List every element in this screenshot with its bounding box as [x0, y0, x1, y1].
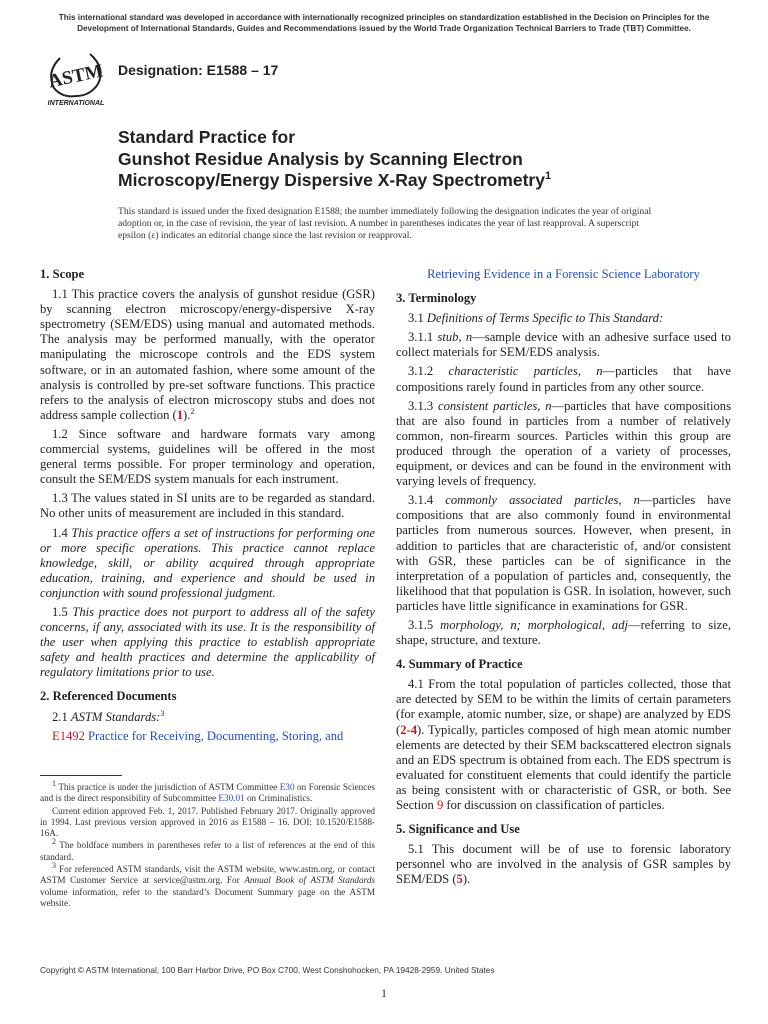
para-1-5-text: This practice does not purport to address all of the safety concerns, if any, associated with its use. It is the responsibility of the user when applying this practice to establish appropriate safety and health practices and determine the applicability of regulatory limitations prior to use. [40, 604, 375, 680]
section-9-link[interactable]: 9 [436, 798, 444, 812]
footnote-1-mark: 1 [52, 778, 56, 788]
para-4-1-text-b: ). Typically, particles composed of high mean atomic number elements are detected by their SEM backscattered electron signals and an EDS spectrum is obtained from each. The EDS spectrum is evaluated for constituent elements that could identify the particle as being consistent with or characteristic of GSR, or both. See Section [396, 722, 731, 812]
footnote-2 [40, 837, 375, 863]
section-4-heading: 4. Summary of Practice [396, 657, 523, 672]
e1492-title-link[interactable]: Practice for Receiving, Documenting, Storing, and [88, 728, 344, 743]
para-3-1-3-num: 3.1.3 [408, 398, 434, 413]
para-3-1-4 [396, 493, 731, 614]
title-footnote-mark: 1 [544, 170, 552, 183]
para-1-2: 1.2 Since software and hardware formats vary among commercial systems, guidelines will be offered in the most general terms possible. For proper terminology and operation, consult the SEM/EDS system manuals for each instrument. [40, 426, 375, 487]
para-5-1-text-b: ). [462, 872, 471, 887]
section-2-heading: 2. Referenced Documents [40, 689, 177, 704]
title-line-3 [118, 170, 718, 192]
term-characteristic-particles: characteristic particles, n [448, 364, 603, 379]
section-3-heading: 3. Terminology [396, 291, 477, 306]
para-3-1-2-text: —particles that have compositions rarely found in particles from any other source. [396, 364, 731, 394]
term-commonly-associated-particles: commonly associated particles, n [445, 493, 640, 508]
copyright: Copyright © ASTM International, 100 Barr Harbor Drive, PO Box C700, West Conshohocken, PA 19428-2959. United States [40, 965, 495, 975]
footnote-3-text-a: For referenced ASTM standards, visit the ASTM website, www.astm.org, or contact ASTM Customer Service at service@astm.org. For [40, 864, 375, 886]
para-3-1-num: 3.1 [408, 311, 424, 326]
para-1-1 [40, 287, 375, 423]
footnote-1-text-a: This practice is under the jurisdiction of ASTM Committee [56, 782, 280, 792]
para-4-1 [396, 677, 731, 813]
para-3-1-2-num: 3.1.2 [408, 364, 434, 379]
logo-subtext: INTERNATIONAL [47, 100, 105, 107]
para-3-1-1-text: —sample device with an adhesive surface used to collect materials for SEM/EDS analysis. [396, 330, 731, 360]
para-3-1-1 [396, 330, 731, 360]
para-2-1-text: ASTM Standards: [70, 709, 161, 724]
para-5-1-text-a: 5.1 This document will be of use to forensic laboratory personnel who are involved in the analysis of GSR samples by SEM/EDS ( [396, 842, 731, 887]
astm-logo [40, 48, 112, 108]
section-1-heading: 1. Scope [40, 267, 85, 281]
standards-notice: This international standard was developed in accordance with internationally recognized principles on standardization established in the Decision on Principles for the Development of International Standards, Guides and Recommendations issued by the World Trade Organization Technical Barriers to Trade (TBT) Committee. [58, 13, 710, 33]
para-3-1-3-text: —particles that have compositions that are also found in particles from a number of relatively common, non-firearm sources. Particles within this group are produced through the operation of a variety of processes, equipment, or devices and can be found in the environment with varying levels of frequency. [396, 398, 731, 489]
e1492-link[interactable]: E1492 [52, 728, 85, 743]
ref-e1492 [40, 729, 375, 744]
para-3-1 [396, 311, 731, 326]
para-4-1-text-a: 4.1 From the total population of particles collected, those that are detected by SEM to be within the limits of certain parameters (for example, atomic number, size, or shape) are analyzed by EDS ( [396, 677, 731, 737]
footnote-divider [40, 775, 122, 776]
footnote-1-text-c: on Criminalistics. [244, 793, 313, 804]
para-1-5 [40, 605, 375, 680]
para-3-1-5-text: —referring to size, shape, structure, and texture. [396, 617, 731, 648]
reference-link-5[interactable]: 5 [456, 872, 463, 887]
footnote-1 [40, 778, 375, 805]
para-3-1-5-num: 3.1.5 [408, 617, 434, 632]
footnote-3-mark: 3 [52, 861, 56, 871]
para-1-4 [40, 526, 375, 601]
footnote-2-text: The boldface numbers in parentheses refer to a list of references at the end of this standard. [40, 840, 375, 862]
para-2-1 [40, 710, 375, 725]
para-1-4-text: This practice offers a set of instructions for performing one or more specific operations. This practice cannot replace knowledge, skill, or ability acquired through appropriate education, training, and experience and should be used in conjunction with sound professional judgment. [40, 525, 375, 600]
para-3-1-4-num: 3.1.4 [408, 493, 434, 508]
para-1-3: 1.3 The values stated in SI units are to be regarded as standard. No other units of measurement are included in this standard. [40, 491, 375, 521]
para-1-5-num: 1.5 [52, 604, 68, 619]
footnotes [40, 778, 376, 910]
para-3-1-text: Definitions of Terms Specific to This Standard: [426, 311, 664, 326]
title-line-1: Standard Practice for [118, 127, 295, 147]
page-number: 1 [381, 986, 387, 1000]
e30-01-link[interactable]: E30.01 [218, 793, 245, 804]
e1492-title-continued-link[interactable]: Retrieving Evidence in a Forensic Science Laboratory [427, 267, 700, 281]
term-morphology: morphology, n; morphological, adj [440, 617, 629, 632]
para-1-1-end: ). [183, 407, 191, 422]
footnote-2-mark: 2 [52, 837, 56, 847]
para-3-1-2 [396, 364, 731, 394]
footnote-mark-3: 3 [160, 708, 165, 718]
designation: Designation: E1588 – 17 [118, 62, 279, 78]
right-column [396, 267, 731, 891]
para-3-1-1-num: 3.1.1 [408, 330, 434, 345]
footnote-1-edition: Current edition approved Feb. 1, 2017. Published February 2017. Originally approved in 1994. Last previous version approved in 2016 as E1588 – 16. DOI: 10.1520/E1588-16A. [40, 805, 375, 839]
title-line-3-text: Microscopy/Energy Dispersive X-Ray Spectrometry [118, 170, 545, 190]
para-3-1-4-text: —particles have compositions that are also commonly found in environmental particles from numerous sources. However, when present, in addition to particles that are characteristic of, and/or consistent with GSR, these particles can be of significance in the interpretation of a population of particles and, consequently, the likelihood that that population is GSR. In isolation, however, such particles have little significance in examinations for GSR. [396, 493, 731, 613]
e1492-title-continued [396, 267, 731, 282]
footnote-mark-2: 2 [190, 406, 195, 416]
reference-link-1[interactable]: 1 [176, 407, 184, 422]
footnote-3 [40, 861, 376, 909]
left-column [40, 267, 375, 748]
para-4-1-text-c: for discussion on classification of particles. [443, 798, 665, 812]
logo-text: ASTM [46, 60, 105, 93]
para-2-1-num: 2.1 [52, 709, 68, 724]
e30-link[interactable]: E30 [279, 782, 295, 792]
para-1-4-num: 1.4 [52, 525, 68, 540]
footnote-3-text-b: volume information, refer to the standard’s Document Summary page on the ASTM website. [40, 886, 375, 908]
para-3-1-3 [396, 399, 731, 490]
term-consistent-particles: consistent particles, n [438, 398, 552, 413]
para-5-1 [396, 842, 731, 887]
section-5-heading: 5. Significance and Use [396, 822, 520, 837]
para-3-1-5 [396, 618, 731, 648]
term-stub: stub, n [437, 330, 473, 345]
document-title [118, 127, 718, 192]
para-1-1-text: 1.1 This practice covers the analysis of gunshot residue (GSR) by scanning electron microscopy/energy-dispersive X-ray spectrometry (SEM/EDS) using manual and automated methods. The analysis may be performed manually, with the operator manipulating the microscope controls and the EDS system software, or in an automated fashion, where some amount of the analysis is controlled by pre-set software functions. This practice refers to the analysis of electron microscopy stubs and does not address sample collection ( [40, 287, 375, 422]
footnote-3-book-title: Annual Book of ASTM Standards [244, 875, 376, 886]
reference-link-2-4[interactable]: 2-4 [400, 722, 417, 737]
issue-note: This standard is issued under the fixed designation E1588; the number immediately following the designation indicates the year of original adoption or, in the case of revision, the year of last revision. A number in parentheses indicates the year of last reapproval. A superscript epsilon (ε) indicates an editorial change since the last revision or reapproval. [118, 206, 652, 242]
footnote-1-text-b: on Forensic Sciences and is the direct responsibility of Subcommittee [40, 782, 375, 804]
title-line-2: Gunshot Residue Analysis by Scanning Electron [118, 148, 523, 169]
